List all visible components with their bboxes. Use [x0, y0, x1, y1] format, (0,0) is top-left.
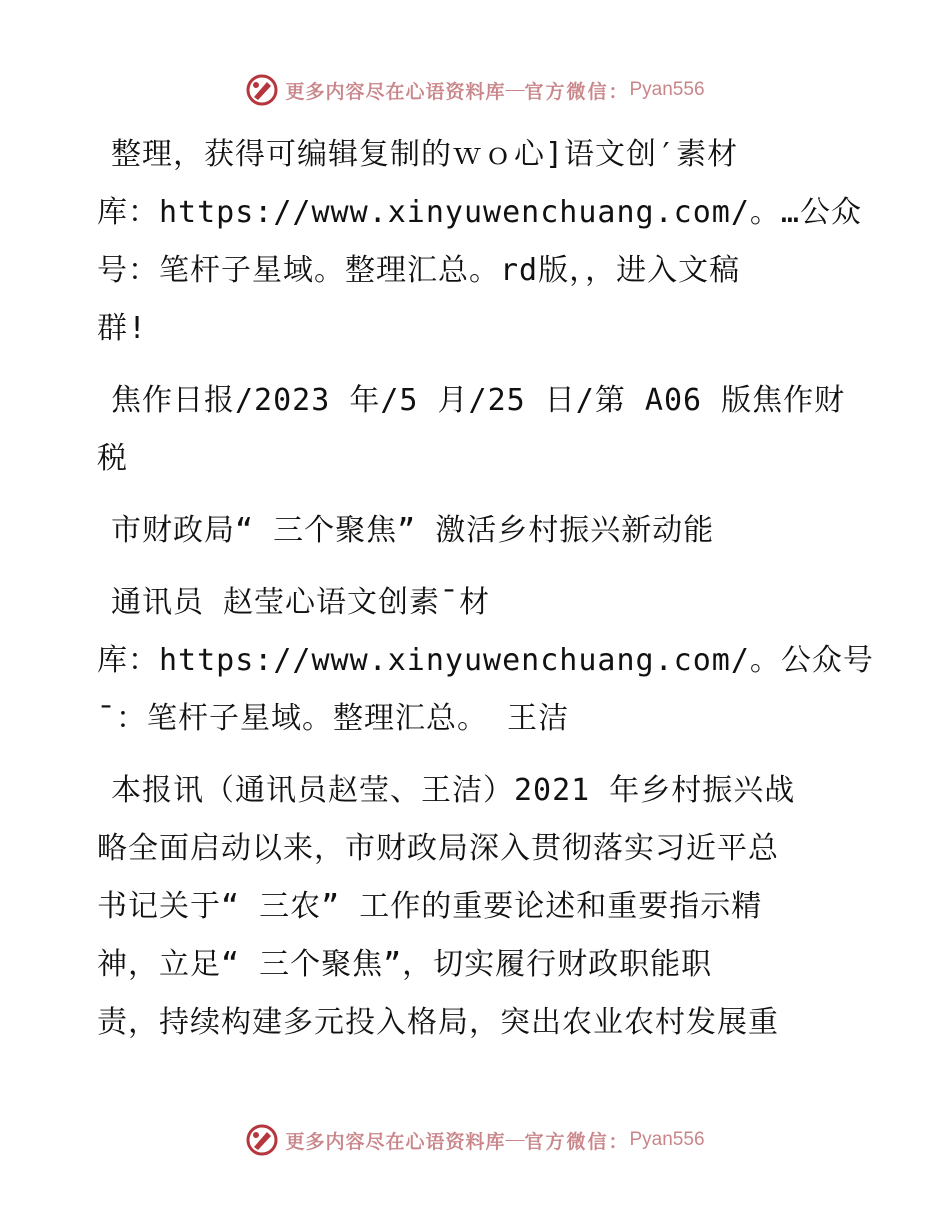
text-line: 库：https://www.xinyuwenchuang.com/。公众号 — [97, 643, 874, 678]
text-line: 群! — [97, 311, 148, 346]
text-line: 神，立足“ 三个聚焦”，切实履行财政职能职 — [97, 947, 713, 982]
banner-site-name: 更多内容尽在心语资料库 — [285, 1131, 506, 1153]
banner-site-name: 更多内容尽在心语资料库 — [285, 81, 506, 103]
text-line: 通讯员 赵莹心语文创素¯材 — [111, 585, 491, 620]
paragraph-source — [97, 372, 887, 488]
banner-wechat-handle: Pyan556 — [629, 1129, 705, 1150]
text-line: 市财政局“ 三个聚焦” 激活乡村振兴新动能 — [111, 513, 715, 548]
text-line: 库：https://www.xinyuwenchuang.com/。…公众 — [97, 195, 862, 230]
paragraph-intro — [97, 126, 887, 358]
document-body — [97, 126, 887, 1066]
text-line: 本报讯（通讯员赵莹、王洁）2021 年乡村振兴战 — [111, 773, 796, 808]
logo-icon — [245, 73, 279, 107]
banner-official-label: 官方微信： — [524, 81, 630, 103]
logo-icon — [245, 1123, 279, 1157]
text-line: 焦作日报/2023 年/5 月/25 日/第 A06 版焦作财 — [111, 383, 846, 418]
text-line: 书记关于“ 三农” 工作的重要论述和重要指示精 — [97, 889, 763, 924]
article-title — [97, 502, 887, 560]
banner-official-label: 官方微信： — [524, 1131, 630, 1153]
banner-separator: — — [505, 1129, 525, 1150]
text-line: 略全面启动以来，市财政局深入贯彻落实习近平总 — [97, 831, 779, 866]
paragraph-byline — [97, 574, 887, 748]
text-line: 号：笔杆子星域。整理汇总。rd版，，进入文稿 — [97, 253, 741, 288]
paragraph-body — [97, 762, 887, 1052]
text-line: 整理，获得可编辑复制的ｗｏ心]语文创′素材 — [111, 137, 739, 172]
text-line: 税 — [97, 441, 128, 476]
header-banner — [0, 70, 950, 110]
text-line: 责，持续构建多元投入格局，突出农业农村发展重 — [97, 1005, 779, 1040]
banner-wechat-handle: Pyan556 — [629, 79, 705, 100]
footer-banner — [0, 1120, 950, 1160]
text-line: ¯：笔杆子星域。整理汇总。 王洁 — [97, 701, 570, 736]
banner-separator: — — [505, 79, 525, 100]
